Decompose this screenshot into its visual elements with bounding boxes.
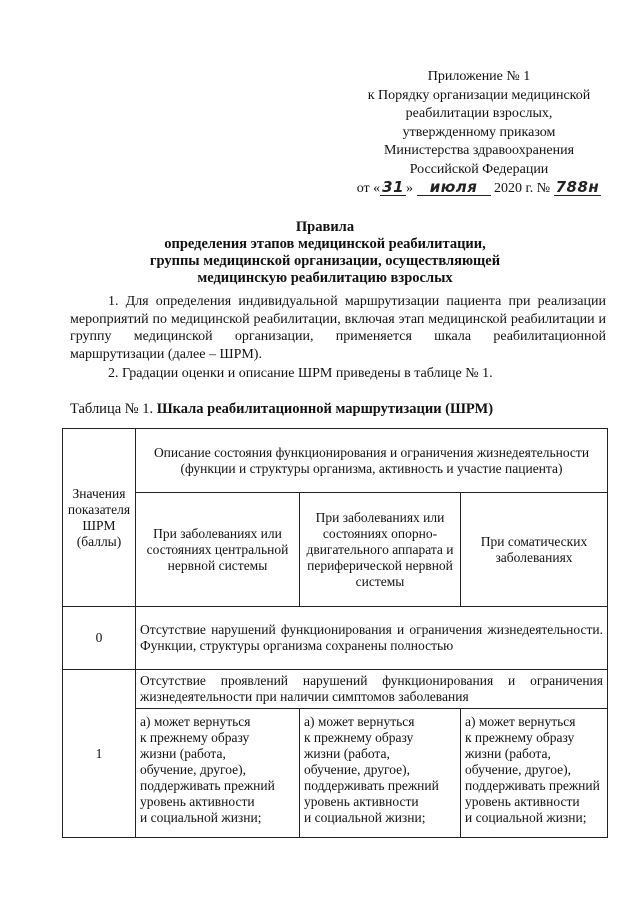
score-value: 0 <box>63 607 136 670</box>
appendix-line: Министерства здравоохранения <box>383 143 575 158</box>
appendix-line: к Порядку организации медицинской <box>367 87 591 103</box>
cell-line: поддерживать прежний <box>304 778 439 793</box>
cell-line: к прежнему образу <box>465 730 575 745</box>
cell-line: а) может вернуться <box>140 714 251 729</box>
cell-cns <box>136 709 300 838</box>
score-header: Значения показателя ШРМ (баллы) <box>63 429 136 607</box>
paragraph-2: 2. Градации оценки и описание ШРМ приведены в таблице № 1. <box>108 366 493 381</box>
cell-line: и социальной жизни; <box>304 810 426 825</box>
title-line: медицинскую реабилитацию взрослых <box>197 270 453 286</box>
row-description: Отсутствие нарушений функционирования и ограничения жизнедеятельности. Функции, структуры организма сохранены полностью <box>136 607 608 670</box>
date-year: 2020 г. № <box>494 181 551 196</box>
cell-line: обучение, другое), <box>304 762 410 777</box>
cell-line: и социальной жизни; <box>140 810 262 825</box>
cell-musculoskeletal <box>300 709 461 838</box>
cell-line: обучение, другое), <box>140 762 246 777</box>
title-line: определения этапов медицинской реабилитации, <box>164 236 486 252</box>
description-header: Описание состояния функционирования и ограничения жизнедеятельности (функции и структуры организма, активность и участие пациента) <box>136 429 608 493</box>
paragraph-1: 1. Для определения индивидуальной маршрутизации пациента при реализации мероприятий по медицинской реабилитации, включая этап медицинской реабилитации и группу медицинской организации, применяется шкала реабилитационной маршрутизации (далее – ШРМ). <box>70 294 606 362</box>
cell-line: уровень активности <box>465 794 580 809</box>
cell-line: жизни (работа, <box>304 746 390 761</box>
cell-line: жизни (работа, <box>140 746 226 761</box>
cell-line: к прежнему образу <box>140 730 250 745</box>
cell-line: жизни (работа, <box>465 746 551 761</box>
appendix-line: утвержденному приказом <box>402 124 556 140</box>
score-value: 1 <box>63 670 136 838</box>
table-caption <box>70 401 493 418</box>
date-mid: » <box>406 181 414 196</box>
subheader-cns: При заболеваниях или состояниях центральной нервной системы <box>136 493 300 607</box>
cell-line: а) может вернуться <box>304 714 415 729</box>
appendix-date-line <box>348 179 610 199</box>
appendix-block <box>348 68 610 199</box>
cell-line: к прежнему образу <box>304 730 414 745</box>
table-row <box>63 607 608 670</box>
appendix-line: Российской Федерации <box>409 161 549 177</box>
appendix-line: реабилитации взрослых, <box>405 106 553 121</box>
row-description: Отсутствие проявлений нарушений функционирования и ограничения жизнедеятельности при наличии симптомов заболевания <box>136 670 608 709</box>
subheader-somatic: При соматических заболеваниях <box>461 493 608 607</box>
date-day-handwritten: 31 <box>382 178 405 196</box>
order-number-handwritten: 788н <box>555 178 600 196</box>
cell-line: и социальной жизни; <box>465 810 587 825</box>
title-line: Правила <box>295 219 355 235</box>
cell-line: поддерживать прежний <box>465 778 600 793</box>
cell-line: уровень активности <box>140 794 255 809</box>
shrm-table <box>62 428 608 838</box>
cell-line: поддерживать прежний <box>140 778 275 793</box>
cell-somatic <box>461 709 608 838</box>
document-title <box>90 219 560 287</box>
date-prefix: от « <box>356 181 381 196</box>
cell-line: уровень активности <box>304 794 419 809</box>
cell-line: обучение, другое), <box>465 762 571 777</box>
date-month-handwritten: июля <box>417 179 491 196</box>
table-row <box>63 670 608 709</box>
table-caption-title: Шкала реабилитационной маршрутизации (ШРМ) <box>156 401 494 417</box>
table-row <box>63 709 608 838</box>
table-caption-prefix: Таблица № 1. <box>70 401 154 417</box>
appendix-line: Приложение № 1 <box>427 69 531 84</box>
title-line: группы медицинской организации, осуществляющей <box>149 253 501 269</box>
cell-line: а) может вернуться <box>465 714 576 729</box>
subheader-musculoskeletal: При заболеваниях или состояниях опорно-двигательного аппарата и периферической нервной системы <box>300 493 461 607</box>
